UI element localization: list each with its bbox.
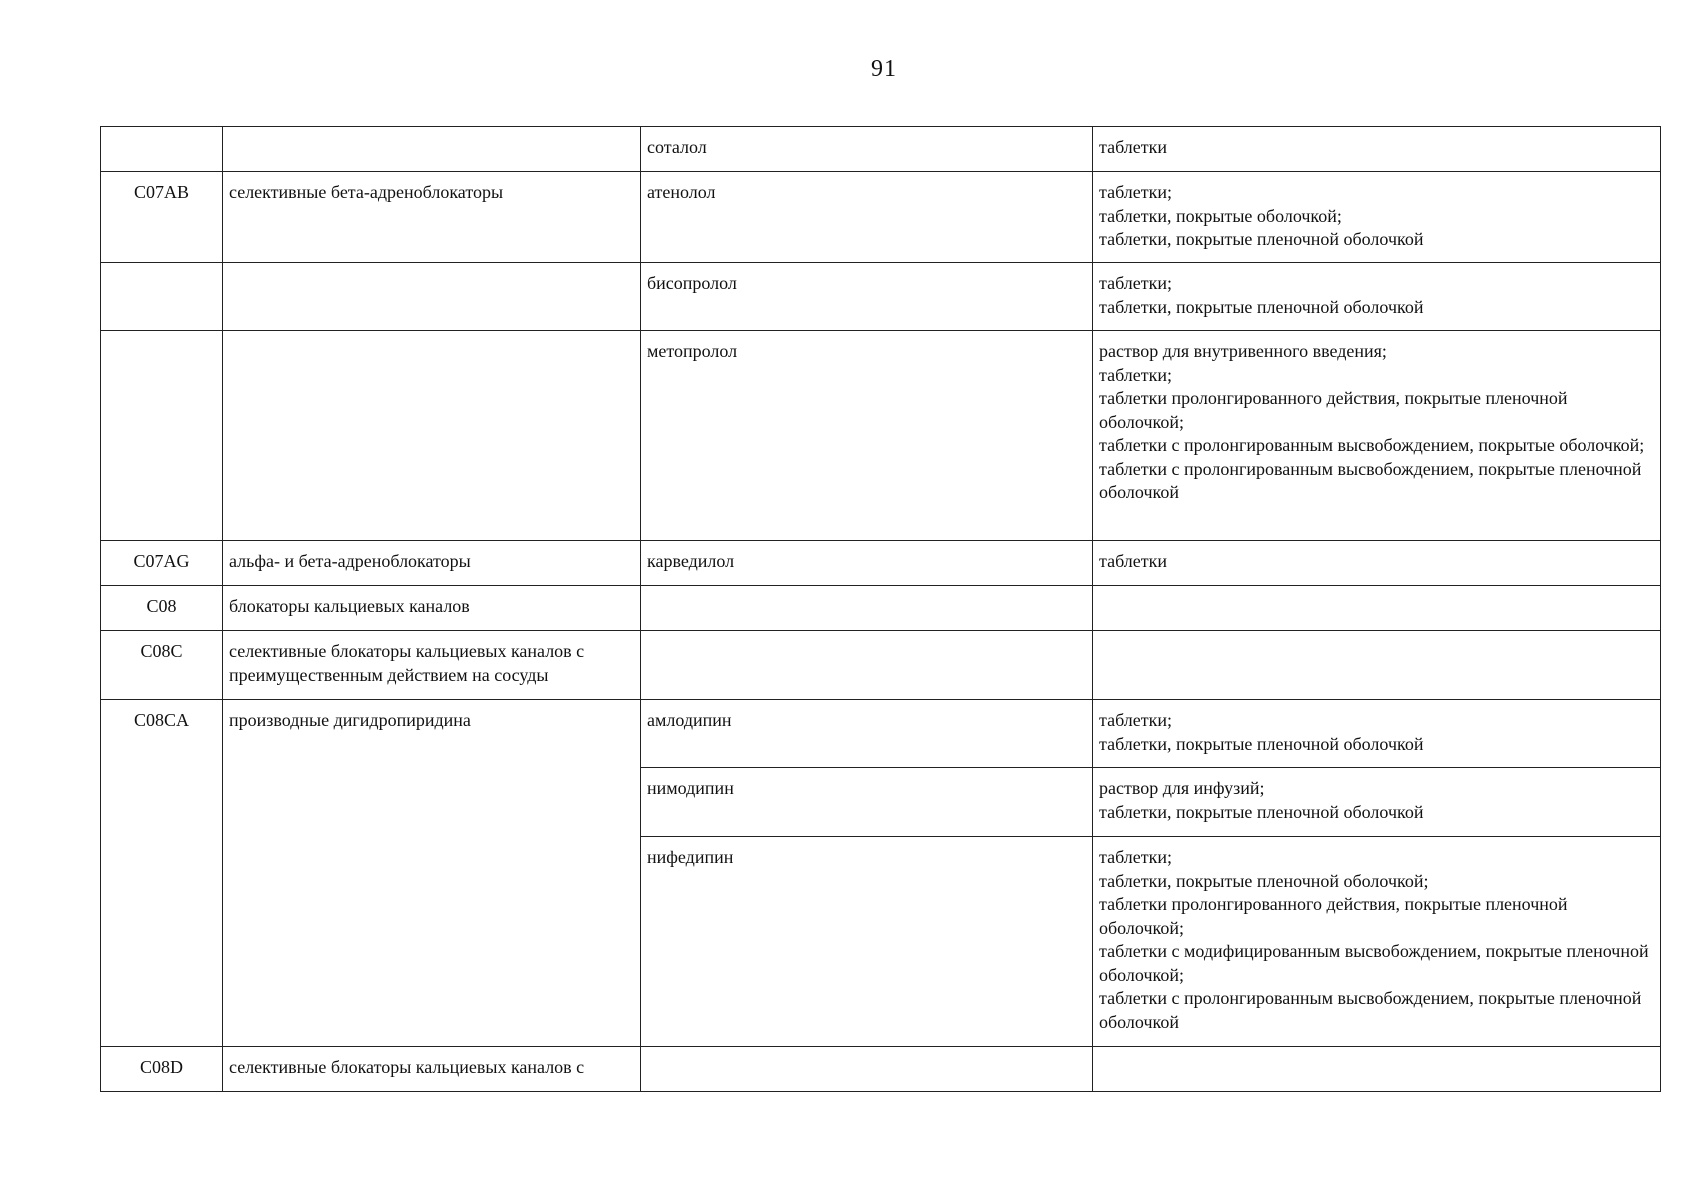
atc-code-cell: C08C (101, 631, 223, 700)
group-cell (223, 127, 641, 172)
dosage-forms-cell: раствор для инфузий; таблетки, покрытые пленочной оболочкой (1093, 768, 1661, 837)
atc-code-cell (101, 331, 223, 541)
drug-cell: соталол (641, 127, 1093, 172)
table-row (101, 127, 1661, 172)
group-cell (223, 331, 641, 541)
table-row (101, 331, 1661, 541)
table-row (101, 586, 1661, 631)
dosage-forms-cell (1093, 1047, 1661, 1092)
drug-cell: амлодипин (641, 700, 1093, 768)
atc-code-cell: C08D (101, 1047, 223, 1092)
dosage-forms-cell (1093, 586, 1661, 631)
table-row (101, 172, 1661, 263)
group-cell: селективные бета-адреноблокаторы (223, 172, 641, 263)
page-number: 91 (871, 56, 897, 82)
atc-code-cell: C07AB (101, 172, 223, 263)
dosage-forms-cell: таблетки; таблетки, покрытые пленочной оболочкой; таблетки пролонгированного действия, покрытые пленочной оболочкой; таблетки с модифицированным высвобождением, покрытые пленочной оболочкой; таблетки с пролонгированным высвобождением, покрытые пленочной оболочкой (1093, 837, 1661, 1047)
group-cell: альфа- и бета-адреноблокаторы (223, 541, 641, 586)
drug-cell (641, 1047, 1093, 1092)
table-row (101, 700, 1661, 768)
group-cell (223, 263, 641, 331)
atc-code-cell: C08 (101, 586, 223, 631)
group-cell: блокаторы кальциевых каналов (223, 586, 641, 631)
drug-cell (641, 586, 1093, 631)
drug-cell: атенолол (641, 172, 1093, 263)
table-row (101, 541, 1661, 586)
atc-code-cell: C08CA (101, 700, 223, 1047)
dosage-forms-cell: таблетки (1093, 541, 1661, 586)
group-cell: производные дигидропиридина (223, 700, 641, 1047)
table-row (101, 1047, 1661, 1092)
drug-cell: метопролол (641, 331, 1093, 541)
group-cell: селективные блокаторы кальциевых каналов с преимущественным действием на сосуды (223, 631, 641, 700)
dosage-forms-cell: таблетки; таблетки, покрытые пленочной оболочкой (1093, 700, 1661, 768)
drug-cell (641, 631, 1093, 700)
dosage-forms-cell: раствор для внутривенного введения; таблетки; таблетки пролонгированного действия, покрытые пленочной оболочкой; таблетки с пролонгированным высвобождением, покрытые оболочкой; таблетки с пролонгированным высвобождением, покрытые пленочной оболочкой (1093, 331, 1661, 541)
dosage-forms-cell: таблетки; таблетки, покрытые оболочкой; таблетки, покрытые пленочной оболочкой (1093, 172, 1661, 263)
dosage-forms-cell: таблетки; таблетки, покрытые пленочной оболочкой (1093, 263, 1661, 331)
drug-cell: карведилол (641, 541, 1093, 586)
drug-cell: нимодипин (641, 768, 1093, 837)
drug-cell: нифедипин (641, 837, 1093, 1047)
dosage-forms-cell (1093, 631, 1661, 700)
atc-code-cell (101, 127, 223, 172)
group-cell: селективные блокаторы кальциевых каналов с (223, 1047, 641, 1092)
drug-table (100, 126, 1661, 1092)
table-row (101, 263, 1661, 331)
drug-cell: бисопролол (641, 263, 1093, 331)
dosage-forms-cell: таблетки (1093, 127, 1661, 172)
atc-code-cell (101, 263, 223, 331)
table-row (101, 631, 1661, 700)
atc-code-cell: C07AG (101, 541, 223, 586)
